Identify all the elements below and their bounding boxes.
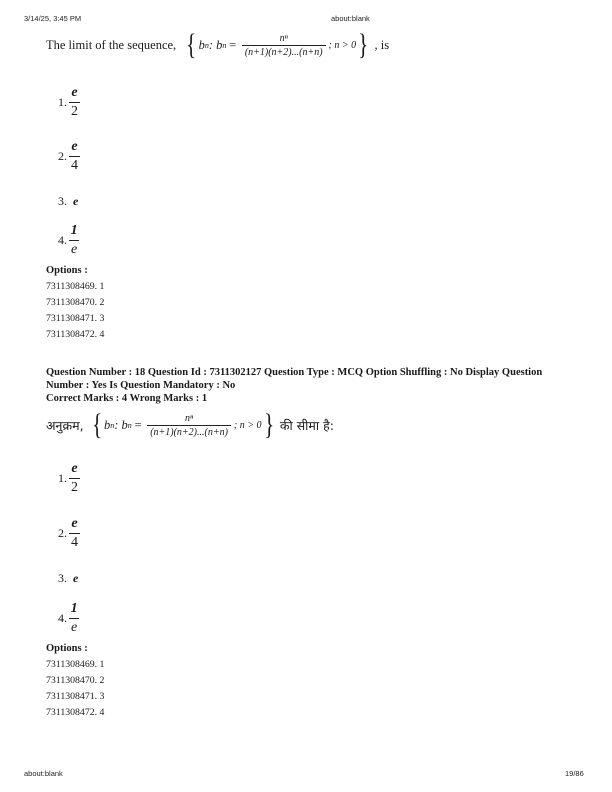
option-number: 1. [58,95,67,109]
option-fraction [69,462,80,495]
seq-sub: n [204,40,209,50]
q2-option-id-2: 7311308470. 2 [46,675,105,686]
option-fraction [69,86,80,119]
print-title: about:blank [331,14,370,23]
seq-b: b [198,37,205,52]
equals-sign: = [228,37,237,52]
q2-option-4 [58,602,79,635]
question-1-suffix: , is [374,37,390,52]
q1-option-1 [58,86,80,119]
q1-option-3 [58,194,78,209]
q1-option-id-2: 7311308470. 2 [46,297,105,308]
fraction-bottom: e [71,620,78,635]
fraction-bottom: 4 [71,158,78,173]
meta-line-2: Number : Yes Is Question Mandatory : No [46,380,236,391]
fraction-top: 1 [70,601,78,616]
fraction-denominator: (n+1)(n+2)...(n+n) [147,425,231,438]
q2-option-id-3: 7311308471. 3 [46,691,105,702]
q2-option-id-4: 7311308472. 4 [46,707,105,718]
fraction-bottom: 2 [71,480,78,495]
option-fraction [69,140,80,173]
seq-sub: n [110,420,115,430]
fraction-numerator: nⁿ [184,412,194,424]
seq-colon-b: : b [114,417,128,432]
q1-option-id-1: 7311308469. 1 [46,281,105,292]
page-number: 19/86 [565,769,584,778]
fraction-top: e [71,461,78,476]
option-number: 3. [58,571,67,585]
option-fraction [69,517,80,550]
fraction-bottom: e [71,242,78,257]
fraction-numerator: nⁿ [279,32,288,44]
option-number: 4. [58,611,67,625]
option-number: 3. [58,194,67,208]
option-value: e [73,571,79,585]
question-18-statement [46,410,334,440]
q2-options-label: Options : [46,643,88,654]
q1-option-id-3: 7311308471. 3 [46,313,105,324]
sequence-expression [184,30,370,60]
seq-sub-2: n [127,420,132,430]
option-number: 4. [58,233,67,247]
option-value: e [73,194,79,208]
meta-line-1: Question Number : 18 Question Id : 7311302127 Question Type : MCQ Option Shuffling : No Display Question [46,367,543,378]
sequence-fraction [147,413,231,438]
q1-option-2 [58,140,80,173]
sequence-condition: ; n > 0 [328,39,357,51]
fraction-top: e [71,85,78,100]
seq-sub-2: n [222,40,227,50]
seq-b: b [103,417,111,432]
fraction-top: e [71,516,78,531]
fraction-bottom: 4 [71,535,78,550]
option-number: 2. [58,526,67,540]
q2-option-id-1: 7311308469. 1 [46,659,105,670]
q2-option-2 [58,517,80,550]
sequence-fraction [242,33,326,58]
right-brace: } [263,408,274,441]
sequence-condition: ; n > 0 [233,419,262,431]
fraction-top: e [71,139,78,154]
option-fraction [69,224,79,257]
left-brace: { [91,408,102,441]
question-1-prefix: The limit of the sequence, [46,37,177,52]
fraction-denominator: (n+1)(n+2)...(n+n) [242,45,326,58]
marks-line: Correct Marks : 4 Wrong Marks : 1 [46,393,208,404]
option-number: 1. [58,471,67,485]
option-number: 2. [58,149,67,163]
q1-option-4 [58,224,79,257]
q2-option-1 [58,462,80,495]
question-18-suffix: की सीमा है: [279,417,334,433]
question-1-statement [46,30,389,60]
sequence-expression [90,410,276,440]
question-18-meta [46,366,576,405]
option-fraction [69,602,79,635]
print-datetime: 3/14/25, 3:45 PM [24,14,82,23]
print-footer-url: about:blank [24,769,63,778]
q1-options-label: Options : [46,265,88,276]
q2-option-3 [58,571,78,586]
equals-sign: = [133,417,143,432]
seq-colon-b: : b [208,37,223,52]
right-brace: } [358,28,369,61]
fraction-bottom: 2 [71,104,78,119]
fraction-top: 1 [70,223,78,238]
question-18-prefix: अनुक्रम, [46,417,84,433]
q1-option-id-4: 7311308472. 4 [46,329,105,340]
left-brace: { [186,28,197,61]
